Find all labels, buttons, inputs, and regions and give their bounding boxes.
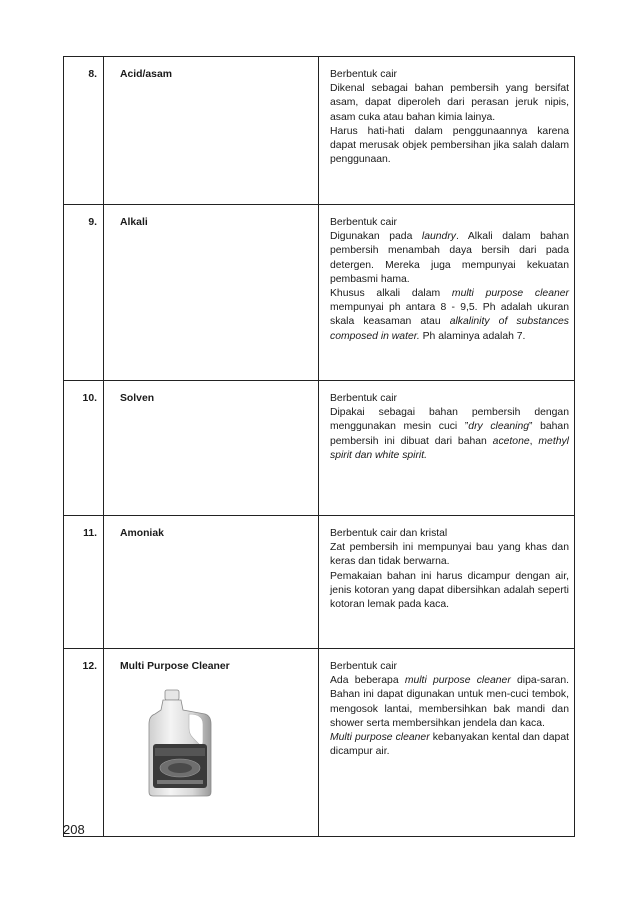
description-paragraph bbox=[330, 406, 569, 463]
italic-run: multi purpose cleaner bbox=[404, 675, 511, 687]
text-run: . Alkali dalam bahan pembersih menambah daya bersih dari pada detergen. Mereka juga mempunyai kekuatan pembasmi hama. bbox=[330, 231, 569, 285]
row-number: 11. bbox=[64, 516, 104, 649]
description-paragraph bbox=[330, 230, 569, 287]
description-paragraph bbox=[330, 287, 569, 344]
cleaning-agents-table bbox=[63, 56, 575, 837]
row-number: 8. bbox=[64, 57, 104, 205]
description-line: Berbentuk cair bbox=[330, 69, 397, 80]
table-row bbox=[64, 381, 575, 516]
text-run: kebanyakan kental dan dapat dicampur air. bbox=[330, 732, 570, 758]
text-run: , bbox=[529, 435, 539, 447]
description-line: Pemakaian bahan ini harus dicampur dengan air, jenis kotoran yang dapat dibersihkan adalah seperti kotoran lemak pada kaca. bbox=[330, 570, 569, 611]
description-line: Berbentuk cair bbox=[330, 217, 397, 228]
row-term: Amoniak bbox=[104, 516, 319, 649]
row-term: Solven bbox=[104, 381, 319, 516]
row-term-label: Multi Purpose Cleaner bbox=[120, 661, 230, 672]
table-row bbox=[64, 516, 575, 649]
row-description bbox=[319, 516, 575, 649]
description-line: Harus hati-hati dalam penggunaannya karena dapat merusak objek pembersihan jika salah dalam penggunaan. bbox=[330, 125, 569, 166]
text-run: ” bahan pembersih ini dibuat dari bahan bbox=[330, 421, 569, 447]
row-description bbox=[319, 205, 575, 381]
row-term: Alkali bbox=[104, 205, 319, 381]
description-line: Zat pembersih ini mempunyai bau yang khas dan keras dan tidak berwarna. bbox=[330, 542, 569, 568]
text-run: Khusus alkali dalam bbox=[330, 288, 452, 300]
table-row bbox=[64, 649, 575, 837]
text-run: mempunyai ph antara 8 - 9,5. Ph adalah ukuran skala keasaman atau bbox=[330, 302, 569, 328]
italic-run: multi purpose cleaner bbox=[451, 288, 570, 300]
page-number: 208 bbox=[63, 822, 85, 837]
cleaner-bottle-image bbox=[145, 688, 215, 798]
text-run: Ph alaminya adalah 7. bbox=[419, 330, 526, 342]
text-run: Dipakai sebagai bahan pembersih dengan menggunakan mesin cuci ” bbox=[330, 407, 569, 433]
row-description bbox=[319, 381, 575, 516]
description-paragraph bbox=[330, 731, 569, 759]
text-run: dipa-saran. Bahan ini dapat digunakan untuk men-cuci tembok, mengosok lantai, membersihkan bak mandi dan shower serta membersihkan jendela dan kaca. bbox=[330, 675, 569, 729]
row-description bbox=[319, 649, 575, 837]
italic-run: dry cleaning bbox=[468, 421, 530, 433]
italic-run: methyl spirit dan white spirit. bbox=[330, 435, 569, 461]
description-paragraph bbox=[330, 674, 569, 731]
description-line: Berbentuk cair dan kristal bbox=[330, 528, 448, 539]
table-row bbox=[64, 205, 575, 381]
italic-run: acetone bbox=[492, 435, 530, 447]
row-number: 12. bbox=[64, 649, 104, 837]
row-term: Acid/asam bbox=[104, 57, 319, 205]
row-term bbox=[104, 649, 319, 837]
italic-run: alkalinity of substances composed in water. bbox=[330, 316, 569, 342]
row-description bbox=[319, 57, 575, 205]
table-row bbox=[64, 57, 575, 205]
text-run: Digunakan pada bbox=[330, 231, 422, 243]
text-run: Ada beberapa bbox=[330, 675, 405, 687]
italic-run: laundry bbox=[421, 231, 456, 243]
italic-run: Multi purpose cleaner bbox=[330, 732, 430, 744]
row-number: 9. bbox=[64, 205, 104, 381]
description-line: Berbentuk cair bbox=[330, 661, 397, 672]
description-line: Dikenal sebagai bahan pembersih yang bersifat asam, dapat diperoleh dari perasan jeruk nipis, asam cuka atau bahan kimia lainya. bbox=[330, 83, 569, 123]
row-number: 10. bbox=[64, 381, 104, 516]
description-line: Berbentuk cair bbox=[330, 393, 397, 404]
